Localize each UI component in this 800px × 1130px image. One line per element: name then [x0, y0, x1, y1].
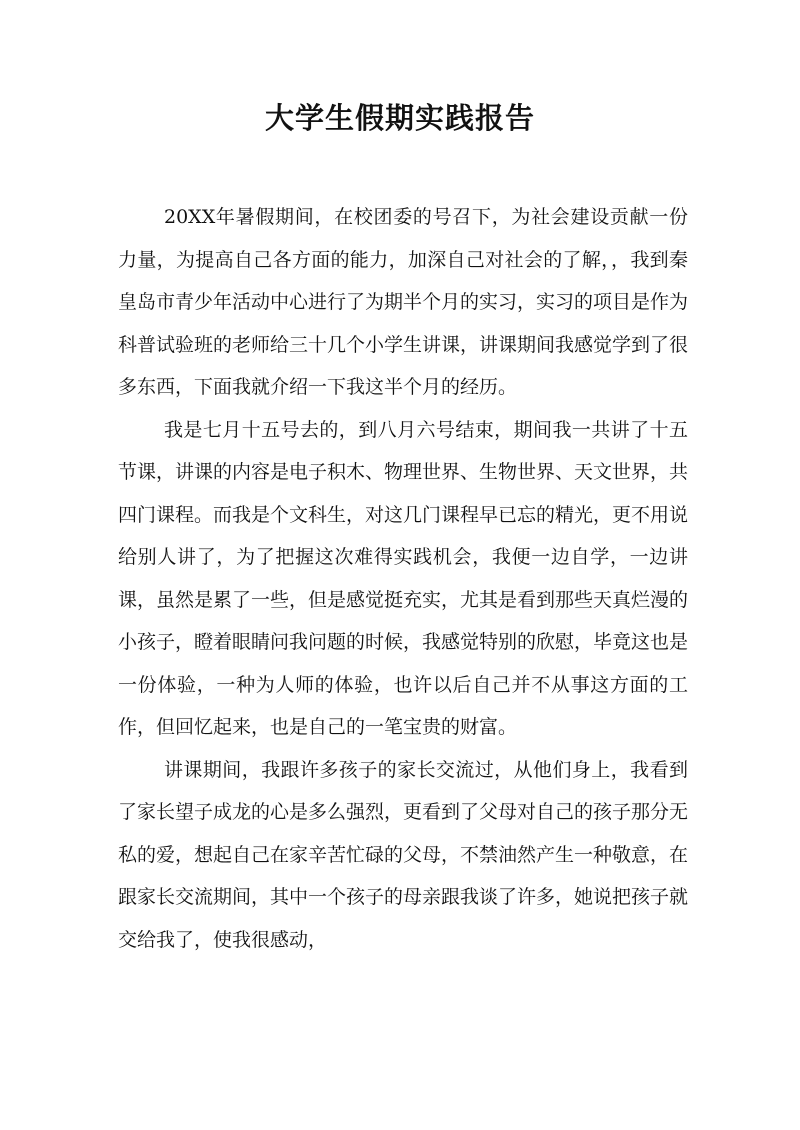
- paragraph-1: 20XX年暑假期间，在校团委的号召下，为社会建设贡献一份力量，为提高自己各方面的能力，加深自己对社会的了解，，我到秦皇岛市青少年活动中心进行了为期半个月的实习，实习的项目是作为科普试验班的老师给三十几个小学生讲课，讲课期间我感觉学到了很多东西，下面我就介绍一下我这半个月的经历。: [118, 206, 689, 398]
- paragraph-3: 讲课期间，我跟许多孩子的家长交流过，从他们身上，我看到了家长望子成龙的心是多么强烈，更看到了父母对自己的孩子那分无私的爱，想起自己在家辛苦忙碌的父母，不禁油然产生一种敬意，在跟家长交流期间，其中一个孩子的母亲跟我谈了许多，她说把孩子就交给我了，使我很感动，: [118, 758, 689, 951]
- document-body: [118, 196, 688, 961]
- paragraph-2: 我是七月十五号去的，到八月六号结束，期间我一共讲了十五节课，讲课的内容是电子积木、物理世界、生物世界、天文世界，共四门课程。而我是个文科生，对这几门课程早已忘的精光，更不用说给别人讲了，为了把握这次难得实践机会，我便一边自学，一边讲课，虽然是累了一些，但是感觉挺充实，尤其是看到那些天真烂漫的小孩子，瞪着眼睛问我问题的时候，我感觉特别的欣慰，毕竟这也是一份体验，一种为人师的体验，也许以后自己并不从事这方面的工作，但回忆起来，也是自己的一笔宝贵的财富。: [118, 418, 689, 738]
- document-title: 大学生假期实践报告: [264, 101, 535, 135]
